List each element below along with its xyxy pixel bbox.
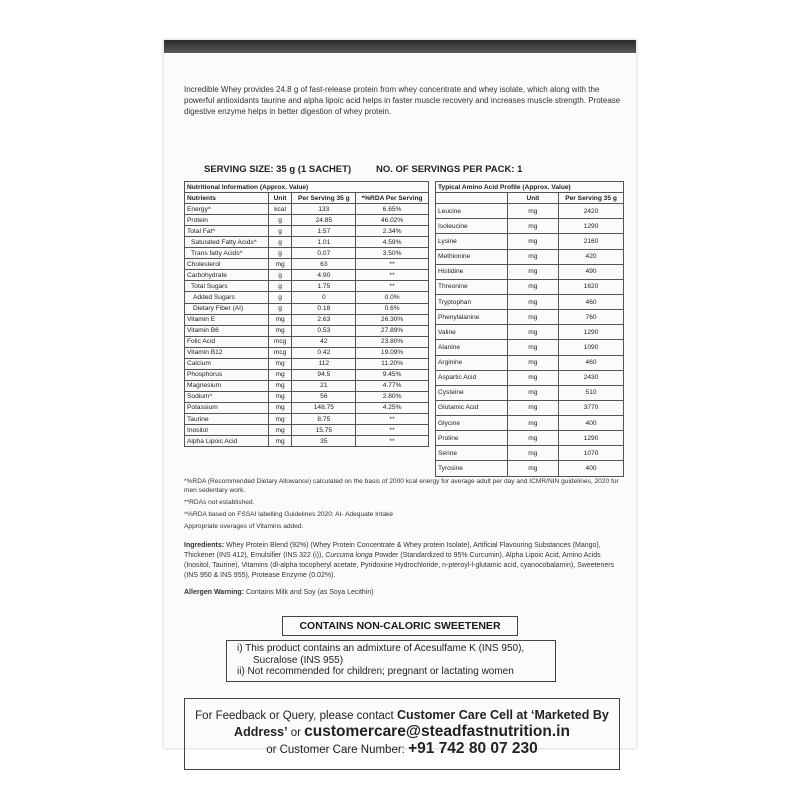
amino-name: Tryptophan	[436, 294, 508, 309]
amino-row	[436, 461, 624, 476]
nutrition-row	[185, 380, 429, 391]
nutrition-row	[185, 391, 429, 402]
feedback-text-bold: Address’	[234, 725, 288, 739]
nutrient-name: Folic Acid	[185, 336, 269, 347]
nutrition-row	[185, 402, 429, 413]
amino-value: 400	[559, 416, 624, 431]
amino-row	[436, 355, 624, 370]
customer-care-email: customercare@steadfastnutrition.in	[304, 723, 570, 740]
amino-header-name	[436, 193, 508, 204]
nutrition-row	[185, 281, 429, 292]
nutrient-value: 42	[292, 336, 356, 347]
nutrient-name: Energy^	[185, 204, 269, 215]
nutrient-value: 0.53	[292, 325, 356, 336]
amino-value: 490	[559, 264, 624, 279]
amino-unit: mg	[507, 385, 558, 400]
nutrient-unit: mg	[268, 391, 292, 402]
nutrition-row	[185, 358, 429, 369]
ingredients-label: Ingredients:	[184, 542, 225, 549]
sweetener-warning: ii) Not recommended for children; pregnant or lactating women	[237, 666, 514, 677]
nutrient-name: Dietary Fiber (AI)	[185, 303, 269, 314]
amino-name: Aspartic Acid	[436, 370, 508, 385]
nutrition-table-title: Nutritional Information (Approx. Value)	[185, 182, 429, 193]
amino-unit: mg	[507, 416, 558, 431]
ingredients-part: Whey Protein Blend (92%) (Whey Protein Concentrate & Whey protein Isolate), Artificial Flavouring Substances (Mango), Thickener (INS 412), Emulsifier (INS 322 (i)),	[184, 542, 601, 559]
allergen-warning	[184, 589, 374, 596]
nutrient-rda: 4.59%	[356, 237, 429, 248]
nutrient-rda: **	[356, 281, 429, 292]
nutrition-row	[185, 215, 429, 226]
nutrient-rda: 27.89%	[356, 325, 429, 336]
amino-header-per-serving: Per Serving 35 g	[559, 193, 624, 204]
nutrient-rda: 0.0%	[356, 292, 429, 303]
amino-row	[436, 370, 624, 385]
amino-value: 2160	[559, 234, 624, 249]
nutrient-value: 35	[292, 436, 356, 447]
amino-unit: mg	[507, 204, 558, 219]
allergen-label: Allergen Warning:	[184, 589, 245, 596]
ingredients-text	[184, 541, 624, 581]
rda-note: **RDAs not established.	[184, 499, 255, 506]
amino-unit: mg	[507, 310, 558, 325]
nutrient-rda: 26.30%	[356, 314, 429, 325]
amino-name: Proline	[436, 431, 508, 446]
amino-name: Threonine	[436, 279, 508, 294]
nutrient-rda: **	[356, 413, 429, 424]
amino-unit: mg	[507, 294, 558, 309]
nutrient-unit: g	[268, 248, 292, 259]
amino-row	[436, 446, 624, 461]
amino-name: Arginine	[436, 355, 508, 370]
nutrient-rda: 6.65%	[356, 204, 429, 215]
nutrient-name: Vitamin E	[185, 314, 269, 325]
amino-name: Tyrosine	[436, 461, 508, 476]
feedback-text: or Customer Care Number:	[266, 744, 409, 756]
nutrient-value: 15.75	[292, 425, 356, 436]
nutrient-value: 8.75	[292, 413, 356, 424]
customer-care-box	[184, 698, 620, 770]
nutrition-row	[185, 204, 429, 215]
amino-value: 1290	[559, 219, 624, 234]
nutrient-value: 94.5	[292, 369, 356, 380]
nutrition-row	[185, 436, 429, 447]
amino-name: Valine	[436, 325, 508, 340]
amino-value: 1620	[559, 279, 624, 294]
nutrient-unit: g	[268, 281, 292, 292]
product-label-panel	[164, 40, 636, 757]
nutrition-row	[185, 369, 429, 380]
nutrient-unit: mg	[268, 369, 292, 380]
product-description: Incredible Whey provides 24.8 g of fast-release protein from whey concentrate and whey isolate, which along with the powerful antioxidants taurine and alpha lipoic acid helps in faster muscle recovery and increases muscle strength. Protease digestive enzyme helps in better digestion of whey protein.	[184, 85, 621, 116]
amino-row	[436, 325, 624, 340]
rda-notes	[184, 477, 624, 534]
amino-name: Isoleucine	[436, 219, 508, 234]
amino-name: Glutamic Acid	[436, 400, 508, 415]
nutrient-value: 0.42	[292, 347, 356, 358]
nutrition-row	[185, 292, 429, 303]
nutrient-value: 0.07	[292, 248, 356, 259]
amino-row	[436, 294, 624, 309]
rda-note: *%RDA (Recommended Dietary Allowance) calculated on the basis of 2000 kcal energy for average adult per day and ICMR/NIN guidelines, 2020 for men sedentary work.	[184, 478, 619, 494]
nutrient-unit: g	[268, 270, 292, 281]
amino-row	[436, 219, 624, 234]
amino-name: Alanine	[436, 340, 508, 355]
nutrition-row	[185, 336, 429, 347]
amino-row	[436, 234, 624, 249]
amino-value: 420	[559, 249, 624, 264]
amino-unit: mg	[507, 446, 558, 461]
nutrient-name: Phosphorus	[185, 369, 269, 380]
nutrient-unit: mg	[268, 436, 292, 447]
amino-value: 2430	[559, 370, 624, 385]
nutrient-name: Trans fatty Acids^	[185, 248, 269, 259]
nutrient-unit: mg	[268, 314, 292, 325]
nutrient-value: 4.90	[292, 270, 356, 281]
amino-unit: mg	[507, 340, 558, 355]
nutrient-rda: 23.80%	[356, 336, 429, 347]
amino-row	[436, 385, 624, 400]
nutrition-row	[185, 425, 429, 436]
nutrient-unit: mg	[268, 413, 292, 424]
feedback-text: For Feedback or Query, please contact	[195, 710, 397, 722]
nutrient-unit: g	[268, 292, 292, 303]
nutrition-table	[184, 181, 429, 447]
amino-table-title: Typical Amino Acid Profile (Approx. Value)	[436, 182, 624, 193]
amino-value: 1290	[559, 325, 624, 340]
nutrient-rda: 3.50%	[356, 248, 429, 259]
amino-value: 460	[559, 355, 624, 370]
amino-name: Cysteine	[436, 385, 508, 400]
nutrition-row	[185, 226, 429, 237]
nutrient-name: Cholesterol	[185, 259, 269, 270]
amino-value: 2420	[559, 204, 624, 219]
amino-value: 1090	[559, 340, 624, 355]
amino-value: 400	[559, 461, 624, 476]
nutrition-row	[185, 248, 429, 259]
nutrition-row	[185, 413, 429, 424]
nutrient-name: Calcium	[185, 358, 269, 369]
amino-unit: mg	[507, 370, 558, 385]
amino-value: 510	[559, 385, 624, 400]
nutrition-header-per-serving: Per Serving 35 g	[292, 193, 356, 204]
nutrient-value: 1.01	[292, 237, 356, 248]
nutrient-unit: mg	[268, 325, 292, 336]
amino-value: 760	[559, 310, 624, 325]
amino-value: 460	[559, 294, 624, 309]
amino-unit: mg	[507, 400, 558, 415]
amino-value: 3770	[559, 400, 624, 415]
nutrient-unit: g	[268, 215, 292, 226]
nutrient-name: Taurine	[185, 413, 269, 424]
allergen-text: Contains Milk and Soy (as Soya Lecithin)	[244, 589, 374, 596]
nutrient-value: 24.85	[292, 215, 356, 226]
nutrient-rda: 2.34%	[356, 226, 429, 237]
amino-unit: mg	[507, 249, 558, 264]
amino-header-unit: Unit	[507, 193, 558, 204]
nutrient-rda: 4.77%	[356, 380, 429, 391]
nutrient-rda: **	[356, 436, 429, 447]
nutrient-rda: 4.25%	[356, 402, 429, 413]
nutrient-unit: mcg	[268, 347, 292, 358]
ingredients-part: Powder (Standardized to 95% Curcumin), Alpha Lipoic Acid, Amino Acids (Inositol, Taurine), Vitamins (dl-alpha tocopheryl acetate, Pyridoxine Hydrochloride, n-pteroyl-l-glutamic acid, cyanocobalamin), Sweeteners (INS 950 & INS 955), Protease Enzyme (0.02%).	[184, 552, 615, 579]
amino-row	[436, 340, 624, 355]
nutrient-value: 21	[292, 380, 356, 391]
amino-name: Leucine	[436, 204, 508, 219]
feedback-line-1	[185, 707, 619, 724]
nutrient-rda: **	[356, 259, 429, 270]
nutrient-rda: 0.6%	[356, 303, 429, 314]
amino-value: 1290	[559, 431, 624, 446]
nutrient-rda: 9.45%	[356, 369, 429, 380]
amino-name: Serine	[436, 446, 508, 461]
nutrient-name: Carbohydrate	[185, 270, 269, 281]
nutrient-name: Vitamin B12	[185, 347, 269, 358]
nutrient-rda: 2.80%	[356, 391, 429, 402]
nutrient-value: 133	[292, 204, 356, 215]
nutrient-name: Inositol	[185, 425, 269, 436]
nutrient-unit: mg	[268, 358, 292, 369]
rda-note: Appropriate overages of Vitamins added.	[184, 523, 304, 530]
rda-note: ^%RDA based on FSSAI labelling Guidelines 2020; AI- Adequate Intake	[184, 511, 394, 518]
nutrition-row	[185, 270, 429, 281]
amino-unit: mg	[507, 355, 558, 370]
panel-top-edge	[164, 40, 636, 53]
amino-row	[436, 416, 624, 431]
nutrient-name: Alpha Lipoic Acid	[185, 436, 269, 447]
nutrient-rda: **	[356, 425, 429, 436]
nutrient-name: Sodium^	[185, 391, 269, 402]
sweetener-warning-box	[226, 640, 556, 682]
nutrient-value: 1.75	[292, 281, 356, 292]
nutrient-rda: 46.02%	[356, 215, 429, 226]
nutrient-value: 112	[292, 358, 356, 369]
nutrient-name: Total Fat^	[185, 226, 269, 237]
amino-name: Phenylalanine	[436, 310, 508, 325]
nutrient-name: Saturated Fatty Acids^	[185, 237, 269, 248]
amino-value: 1070	[559, 446, 624, 461]
amino-row	[436, 400, 624, 415]
nutrient-value: 148.75	[292, 402, 356, 413]
nutrient-unit: g	[268, 303, 292, 314]
serving-size: SERVING SIZE: 35 g (1 SACHET)	[204, 164, 352, 175]
amino-row	[436, 279, 624, 294]
nutrient-value: 56	[292, 391, 356, 402]
nutrition-row	[185, 259, 429, 270]
amino-name: Glycine	[436, 416, 508, 431]
amino-unit: mg	[507, 325, 558, 340]
nutrient-name: Potassium	[185, 402, 269, 413]
servings-per-pack: NO. OF SERVINGS PER PACK: 1	[376, 164, 523, 175]
nutrition-header-unit: Unit	[268, 193, 292, 204]
ingredients-italic: Curcuma longa	[325, 552, 373, 559]
nutrition-header-nutrients: Nutrients	[185, 193, 269, 204]
nutrition-row	[185, 303, 429, 314]
amino-unit: mg	[507, 219, 558, 234]
nutrient-unit: mg	[268, 402, 292, 413]
amino-row	[436, 264, 624, 279]
amino-unit: mg	[507, 279, 558, 294]
nutrient-value: 0	[292, 292, 356, 303]
nutrient-unit: mg	[268, 259, 292, 270]
nutrient-name: Total Sugars	[185, 281, 269, 292]
amino-row	[436, 310, 624, 325]
nutrient-unit: kcal	[268, 204, 292, 215]
nutrient-unit: g	[268, 237, 292, 248]
amino-unit: mg	[507, 264, 558, 279]
nutrient-value: 2.63	[292, 314, 356, 325]
nutrient-rda: 19.09%	[356, 347, 429, 358]
nutrient-unit: mg	[268, 425, 292, 436]
nutrient-value: 1.57	[292, 226, 356, 237]
amino-name: Methionine	[436, 249, 508, 264]
nutrition-row	[185, 347, 429, 358]
amino-name: Lysine	[436, 234, 508, 249]
amino-row	[436, 431, 624, 446]
nutrition-row	[185, 314, 429, 325]
amino-row	[436, 204, 624, 219]
nutrient-value: 63	[292, 259, 356, 270]
nutrient-name: Protein	[185, 215, 269, 226]
nutrient-unit: g	[268, 226, 292, 237]
nutrient-name: Added Sugars	[185, 292, 269, 303]
feedback-line-2	[185, 724, 619, 741]
feedback-line-3	[185, 741, 619, 758]
sweetener-heading: CONTAINS NON-CALORIC SWEETENER	[282, 616, 518, 636]
amino-acid-table	[435, 181, 624, 477]
nutrient-rda: **	[356, 270, 429, 281]
nutrient-value: 0.18	[292, 303, 356, 314]
amino-row	[436, 249, 624, 264]
sweetener-warning: Sucralose (INS 955)	[253, 654, 344, 666]
amino-unit: mg	[507, 234, 558, 249]
nutrition-row	[185, 325, 429, 336]
nutrient-unit: mcg	[268, 336, 292, 347]
amino-name: Histidine	[436, 264, 508, 279]
sweetener-warning: i) This product contains an admixture of Acesulfame K (INS 950),	[237, 643, 525, 654]
nutrient-name: Magnesium	[185, 380, 269, 391]
nutrition-header-rda: *%RDA Per Serving	[356, 193, 429, 204]
nutrient-name: Vitamin B6	[185, 325, 269, 336]
nutrient-unit: mg	[268, 380, 292, 391]
nutrition-row	[185, 237, 429, 248]
feedback-text-bold: Customer Care Cell at ‘Marketed By	[396, 708, 609, 722]
customer-care-phone: +91 742 80 07 230	[408, 740, 538, 757]
amino-unit: mg	[507, 461, 558, 476]
nutrient-rda: 11.20%	[356, 358, 429, 369]
feedback-text: or	[287, 727, 305, 739]
amino-unit: mg	[507, 431, 558, 446]
